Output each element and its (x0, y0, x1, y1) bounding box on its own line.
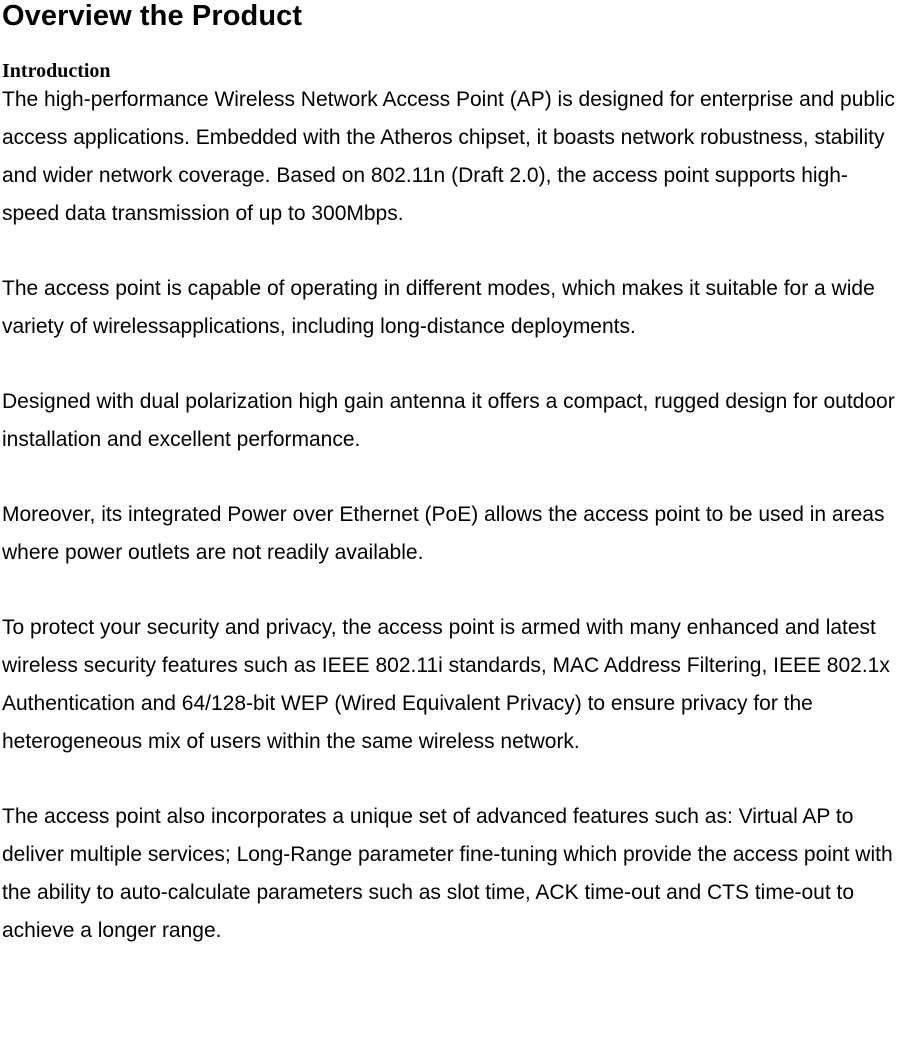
document-page (2, 0, 900, 950)
paragraph: Designed with dual polarization high gain antenna it offers a compact, rugged design for outdoor installation and excellent performance. (2, 390, 895, 451)
page-title: Overview the Product (2, 0, 303, 32)
paragraph: The high-performance Wireless Network Access Point (AP) is designed for enterprise and public access applications. Embedded with the Atheros chipset, it boasts network robustness, stability and wider network coverage. Based on 802.11n (Draft 2.0), the access point supports high-speed data transmission of up to 300Mbps. (2, 88, 895, 225)
paragraph: The access point is capable of operating in different modes, which makes it suitable for a wide variety of wirelessapplications, including long-distance deployments. (2, 277, 875, 338)
body-text (2, 81, 900, 950)
paragraph: To protect your security and privacy, the access point is armed with many enhanced and latest wireless security features such as IEEE 802.11i standards, MAC Address Filtering, IEEE 802.1x Authentication and 64/128-bit WEP (Wired Equivalent Privacy) to ensure privacy for the heterogeneous mix of users within the same wireless network. (2, 616, 890, 753)
paragraph: The access point also incorporates a unique set of advanced features such as: Virtual AP to deliver multiple services; Long-Range parameter fine-tuning which provide the access point with the ability to auto-calculate parameters such as slot time, ACK time-out and CTS time-out to achieve a longer range. (2, 805, 893, 942)
section-heading-introduction: Introduction (2, 60, 111, 82)
paragraph: Moreover, its integrated Power over Ethernet (PoE) allows the access point to be used in areas where power outlets are not readily available. (2, 503, 885, 564)
